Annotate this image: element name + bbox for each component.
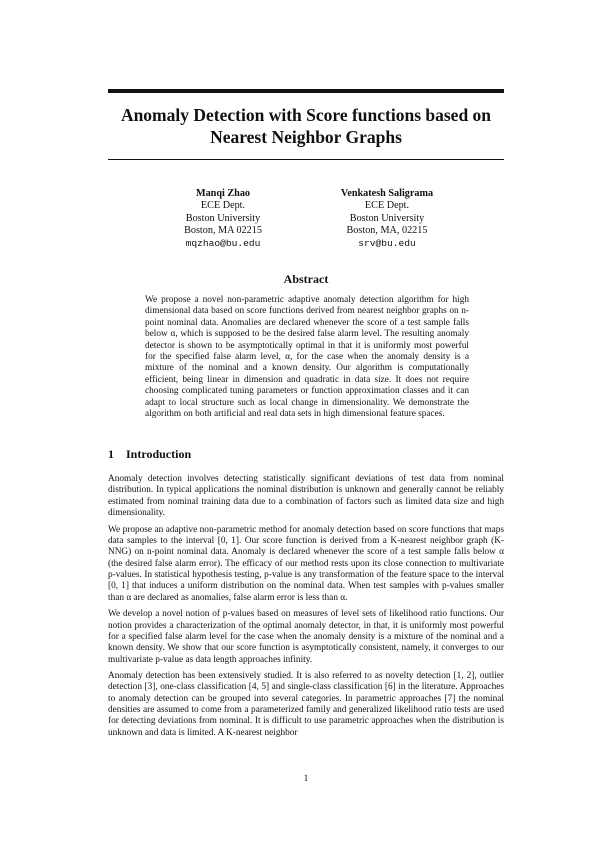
section-number: 1 — [108, 447, 114, 461]
section-heading — [108, 447, 191, 462]
paper-title: Anomaly Detection with Score functions based on Nearest Neighbor Graphs — [120, 105, 492, 147]
author-email[interactable]: srv@bu.edu — [358, 237, 416, 249]
author-block — [302, 188, 472, 250]
author-university: Boston University — [185, 212, 261, 224]
page-number: 1 — [303, 774, 309, 784]
author-name: Venkatesh Saligrama — [340, 188, 434, 199]
author-email[interactable]: mqzhao@bu.edu — [185, 237, 261, 249]
author-address: Boston, MA 02215 — [184, 225, 262, 237]
abstract-text: We propose a novel non-parametric adaptive anomaly detection algorithm for high dimensional data based on score functions derived from nearest neighbor graphs on n-point nominal data. Anomalies are declared whenever the score of a test sample falls below α, which is supposed to be the desired false alarm level. The resulting anomaly detector is shown to be asymptotically optimal in that it is uniformly most powerful for the specified false alarm level, α, for the case when the anomaly density is a mixture of the nominal and a known density. Our algorithm is computationally efficient, being linear in dimension and quadratic in data size. It does not require choosing complicated tuning parameters or function approximation classes and it can adapt to local structure such as local change in dimensionality. We demonstrate the algorithm on both artificial and real data sets in high dimensional feature spaces. — [145, 295, 469, 420]
section-title: Introduction — [126, 447, 192, 461]
abstract-heading: Abstract — [283, 272, 329, 286]
body-text — [108, 474, 504, 744]
top-rule — [108, 89, 504, 93]
author-block — [138, 188, 308, 250]
author-address: Boston, MA, 02215 — [346, 225, 428, 237]
author-name: Manqi Zhao — [195, 188, 251, 199]
paragraph: Anomaly detection has been extensively studied. It is also referred to as novelty detection [1, 2], outlier detection [3], one-class classification [4, 5] and single-class classification [6] in the literature. Approaches to anomaly detection can be grouped into several categories. In parametric approaches [7] the nominal densities are assumed to come from a parameterized family and generalized likelihood ratio tests are used for detecting deviations from nominal. It is difficult to use parametric approaches when the distribution is unknown and data is limited. A K-nearest neighbor — [108, 671, 504, 738]
author-dept: ECE Dept. — [364, 200, 410, 212]
paragraph: We propose an adaptive non-parametric method for anomaly detection based on score functions that maps data samples to the interval [0, 1]. Our score function is derived from a K-nearest neighbor graph (K-NNG) on n-point nominal data. Anomaly is declared whenever the score of a test sample falls below α (the desired false alarm error). The efficacy of our method rests upon its close connection to multivariate p-values. In statistical hypothesis testing, p-value is any transformation of the feature space to the interval [0, 1] that induces a uniform distribution on the nominal data. When test samples with p-values smaller than α are declared as anomalies, false alarm error is less than α. — [108, 524, 504, 603]
paragraph: We develop a novel notion of p-values based on measures of level sets of likelihood ratio functions. Our notion provides a characterization of the optimal anomaly detector, in that, it is uniformly most powerful for a specified false alarm level for the case when the anomaly density is a mixture of the nominal and a known density. We show that our score function is asymptotically consistent, namely, it converges to our multivariate p-value as data length approaches infinity. — [108, 609, 504, 665]
author-dept: ECE Dept. — [200, 200, 246, 212]
author-university: Boston University — [349, 212, 425, 224]
paragraph: Anomaly detection involves detecting statistically significant deviations of test data from nominal distribution. In typical applications the nominal distribution is unknown and generally cannot be reliably estimated from nominal training data due to a combination of factors such as limited data size and high dimensionality. — [108, 474, 504, 519]
title-rule — [108, 159, 504, 160]
